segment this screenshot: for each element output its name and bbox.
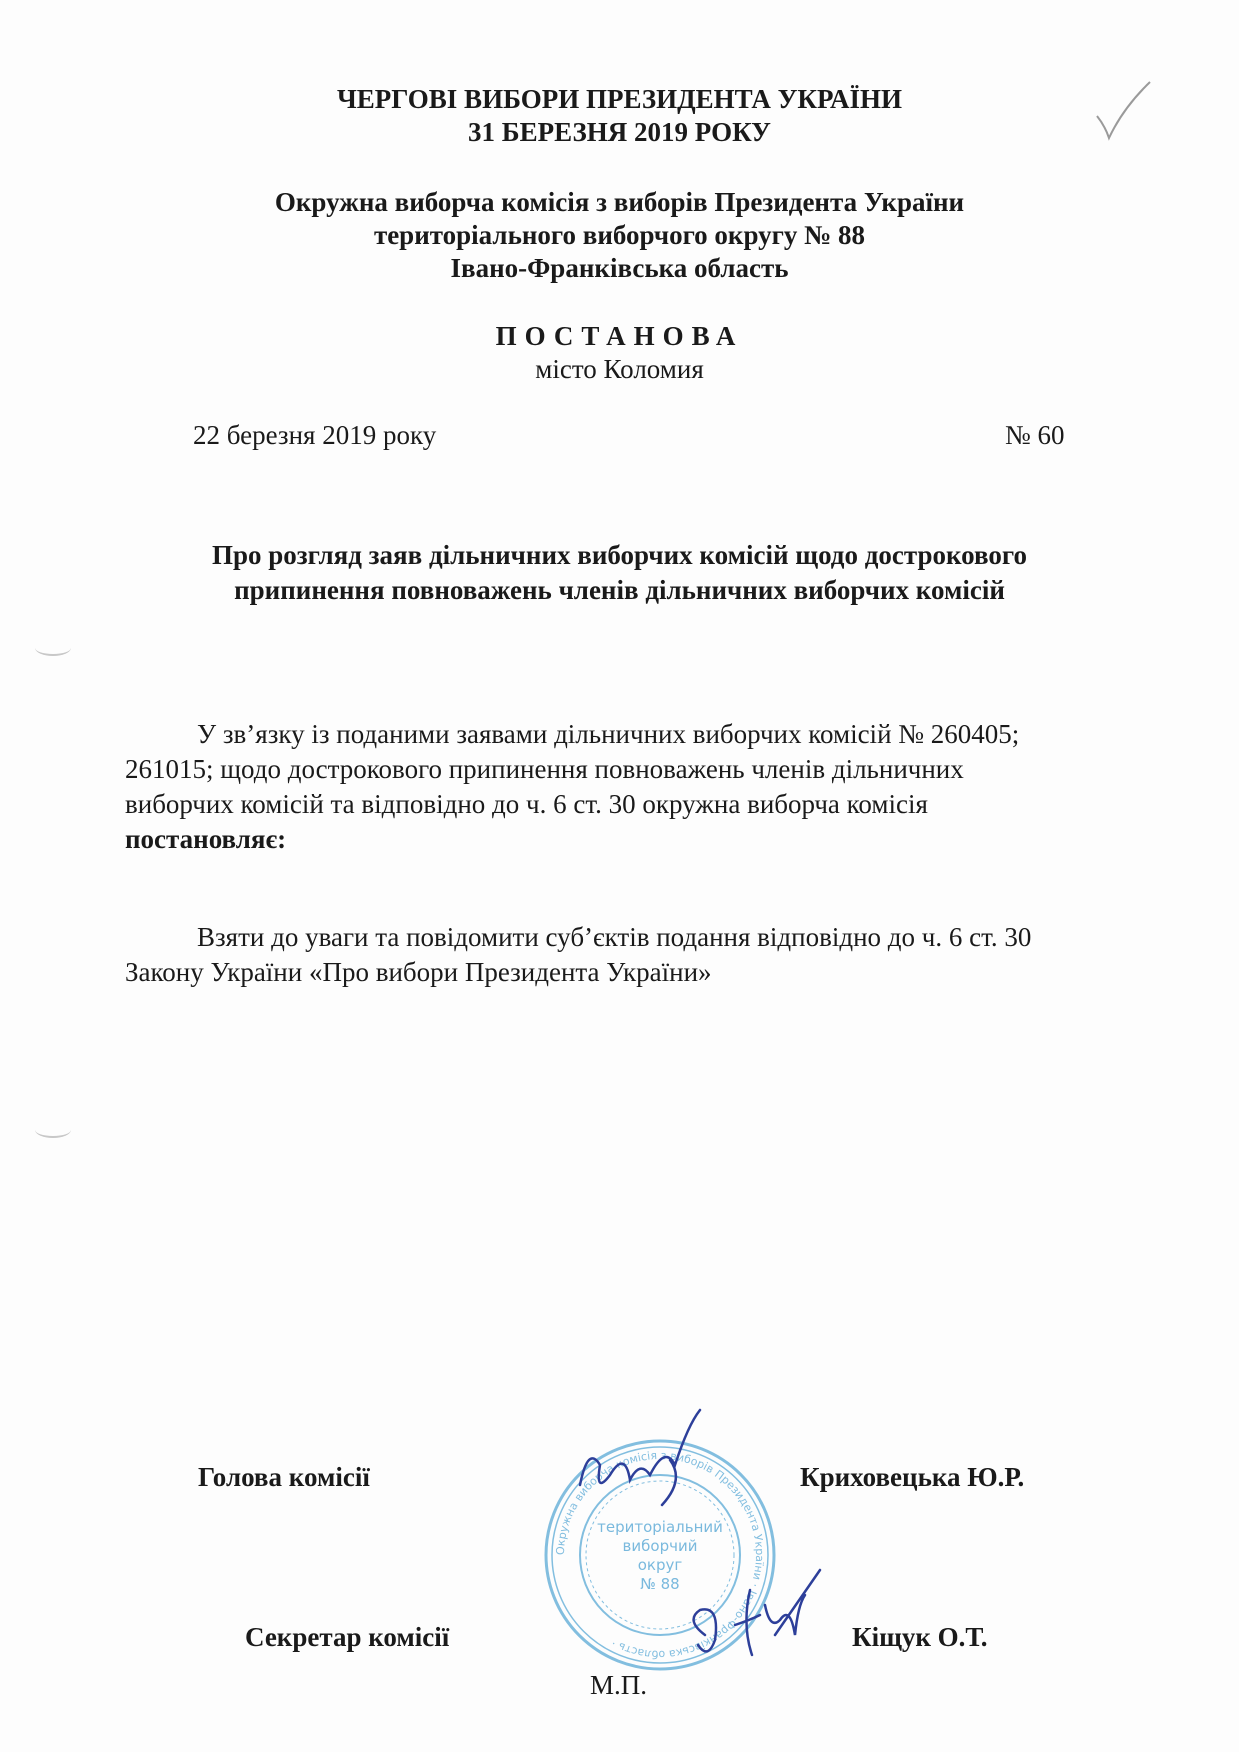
stamp-ring-text: Окружна виборча комісія з виборів Президента України · Івано-Франківська область · (553, 1448, 767, 1662)
subject-line: припинення повноважень членів дільничних виборчих комісій (234, 575, 1005, 605)
chair-label: Голова комісії (198, 1462, 370, 1492)
decree-title: ПОСТАНОВА (495, 321, 744, 351)
body-line: У зв’язку із поданими заявами дільничних виборчих комісій № 260405; (197, 719, 1020, 749)
commission-block (0, 186, 1239, 285)
stamp-text: № 88 (640, 1575, 680, 1593)
body-line: Взяти до уваги та повідомити суб’єктів подання відповідно до ч. 6 ст. 30 (197, 922, 1032, 952)
body-line: 261015; щодо дострокового припинення повноважень членів дільничних (125, 754, 964, 784)
decree-subject (0, 538, 1239, 608)
punch-mark (35, 1122, 71, 1138)
election-header (0, 83, 1239, 149)
election-title: ЧЕРГОВІ ВИБОРИ ПРЕЗИДЕНТА УКРАЇНИ (336, 84, 903, 114)
decree-number: № 60 (1005, 420, 1065, 450)
chair-name: Криховецька Ю.Р. (800, 1462, 1025, 1492)
secretary-signature (680, 1565, 830, 1675)
stamp-text: територіальний (597, 1518, 723, 1536)
stamp-text: округ (637, 1556, 683, 1574)
punch-mark (35, 640, 71, 656)
commission-name: Окружна виборча комісія з виборів Президента України (274, 187, 965, 217)
seal-mark: М.П. (590, 1670, 648, 1700)
decree-heading (0, 320, 1239, 386)
body-paragraph-1 (125, 717, 1125, 857)
commission-region: Івано-Франківська область (450, 253, 789, 283)
body-paragraph-2 (125, 920, 1125, 990)
chair-signature (570, 1405, 720, 1515)
body-line: Закону України «Про вибори Президента України» (125, 957, 712, 987)
commission-district: територіального виборчого округу № 88 (373, 220, 866, 250)
secretary-name: Кіщук О.Т. (852, 1622, 988, 1652)
decree-date: 22 березня 2019 року (193, 420, 437, 450)
decree-city: місто Коломия (535, 354, 704, 384)
stamp-text: виборчий (622, 1537, 698, 1555)
secretary-label: Секретар комісії (245, 1622, 450, 1652)
election-date: 31 БЕРЕЗНЯ 2019 РОКУ (468, 117, 771, 147)
body-line: виборчих комісій та відповідно до ч. 6 ст. 30 окружна виборча комісія (125, 789, 928, 819)
subject-line: Про розгляд заяв дільничних виборчих комісій щодо дострокового (212, 540, 1027, 570)
resolves-label: постановляє: (125, 824, 287, 854)
